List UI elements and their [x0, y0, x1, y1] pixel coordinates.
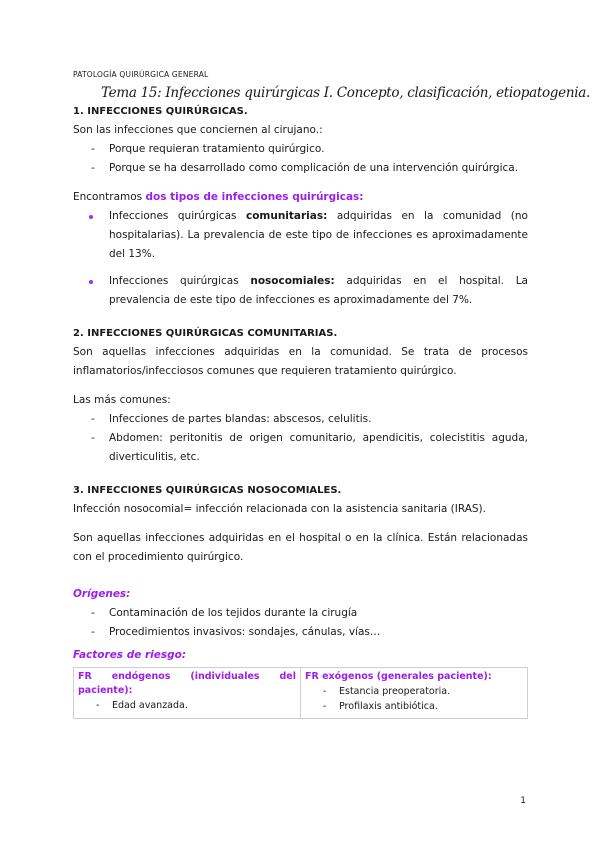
- bullet-icon: [89, 280, 93, 284]
- exogenous-cell: [301, 668, 528, 719]
- list-item: - Procedimientos invasivos: sondajes, cánulas, vías…: [93, 623, 528, 642]
- list-item: Infecciones quirúrgicas nosocomiales: adquiridas en el hospital. La prevalencia de este tipo de infecciones es aproximadamente del 7%.: [93, 272, 528, 310]
- endogenous-header: FR endógenos (individuales del paciente):: [78, 671, 296, 696]
- list-item: - Estancia preoperatoria.: [323, 684, 523, 699]
- origins-list: [73, 604, 528, 642]
- list-item: - Profilaxis antibiótica.: [323, 699, 523, 714]
- bullet-icon: [89, 215, 93, 219]
- list-item: - Edad avanzada.: [96, 698, 296, 713]
- types-list: [73, 207, 528, 310]
- list-item: - Porque requieran tratamiento quirúrgico.: [93, 140, 528, 159]
- running-header: PATOLOGÍA QUIRÚRGICA GENERAL: [73, 70, 209, 79]
- section-3-desc: Son aquellas infecciones adquiridas en el hospital o en la clínica. Están relacionadas con el procedimiento quirúrgico.: [73, 532, 528, 563]
- reasons-list: [73, 140, 528, 178]
- types-highlight: dos tipos de infecciones quirúrgicas:: [145, 191, 364, 203]
- page-title: Tema 15: Infecciones quirúrgicas I. Concepto, clasificación, etiopatogenia.: [101, 85, 590, 101]
- risk-label: Factores de riesgo:: [73, 649, 187, 661]
- common-list: [73, 410, 528, 467]
- list-item: - Porque se ha desarrollado como complicación de una intervención quirúrgica.: [93, 159, 528, 178]
- section-3-heading: 3. INFECCIONES QUIRÚRGICAS NOSOCOMIALES.: [73, 485, 342, 496]
- list-item: - Infecciones de partes blandas: abscesos, celulitis.: [93, 410, 528, 429]
- section-2-heading: 2. INFECCIONES QUIRÚRGICAS COMUNITARIAS.: [73, 328, 338, 339]
- section-3-def: Infección nosocomial= infección relacionada con la asistencia sanitaria (IRAS).: [73, 503, 486, 515]
- exogenous-header: FR exógenos (generales paciente):: [305, 671, 492, 682]
- section-1-intro: Son las infecciones que conciernen al cirujano.:: [73, 124, 323, 136]
- page-number: 1: [520, 796, 526, 806]
- section-1-heading: 1. INFECCIONES QUIRÚRGICAS.: [73, 106, 248, 117]
- document-page: [73, 70, 590, 719]
- risk-factors-table: [73, 667, 528, 719]
- list-item: - Contaminación de los tejidos durante la cirugía: [93, 604, 528, 623]
- endogenous-cell: [74, 668, 301, 719]
- origins-label: Orígenes:: [73, 588, 131, 600]
- list-item: - Abdomen: peritonitis de origen comunitario, apendicitis, colecistitis aguda, diverticulitis, etc.: [93, 429, 528, 467]
- list-item: Infecciones quirúrgicas comunitarias: adquiridas en la comunidad (no hospitalarias). La prevalencia de este tipo de infecciones es aproximadamente del 13%.: [93, 207, 528, 264]
- section-2-desc: Son aquellas infecciones adquiridas en la comunidad. Se trata de procesos inflamatorios/infecciosos comunes que requieren tratamiento quirúrgico.: [73, 346, 528, 377]
- types-intro: Encontramos dos tipos de infecciones quirúrgicas:: [73, 191, 364, 203]
- common-label: Las más comunes:: [73, 394, 171, 406]
